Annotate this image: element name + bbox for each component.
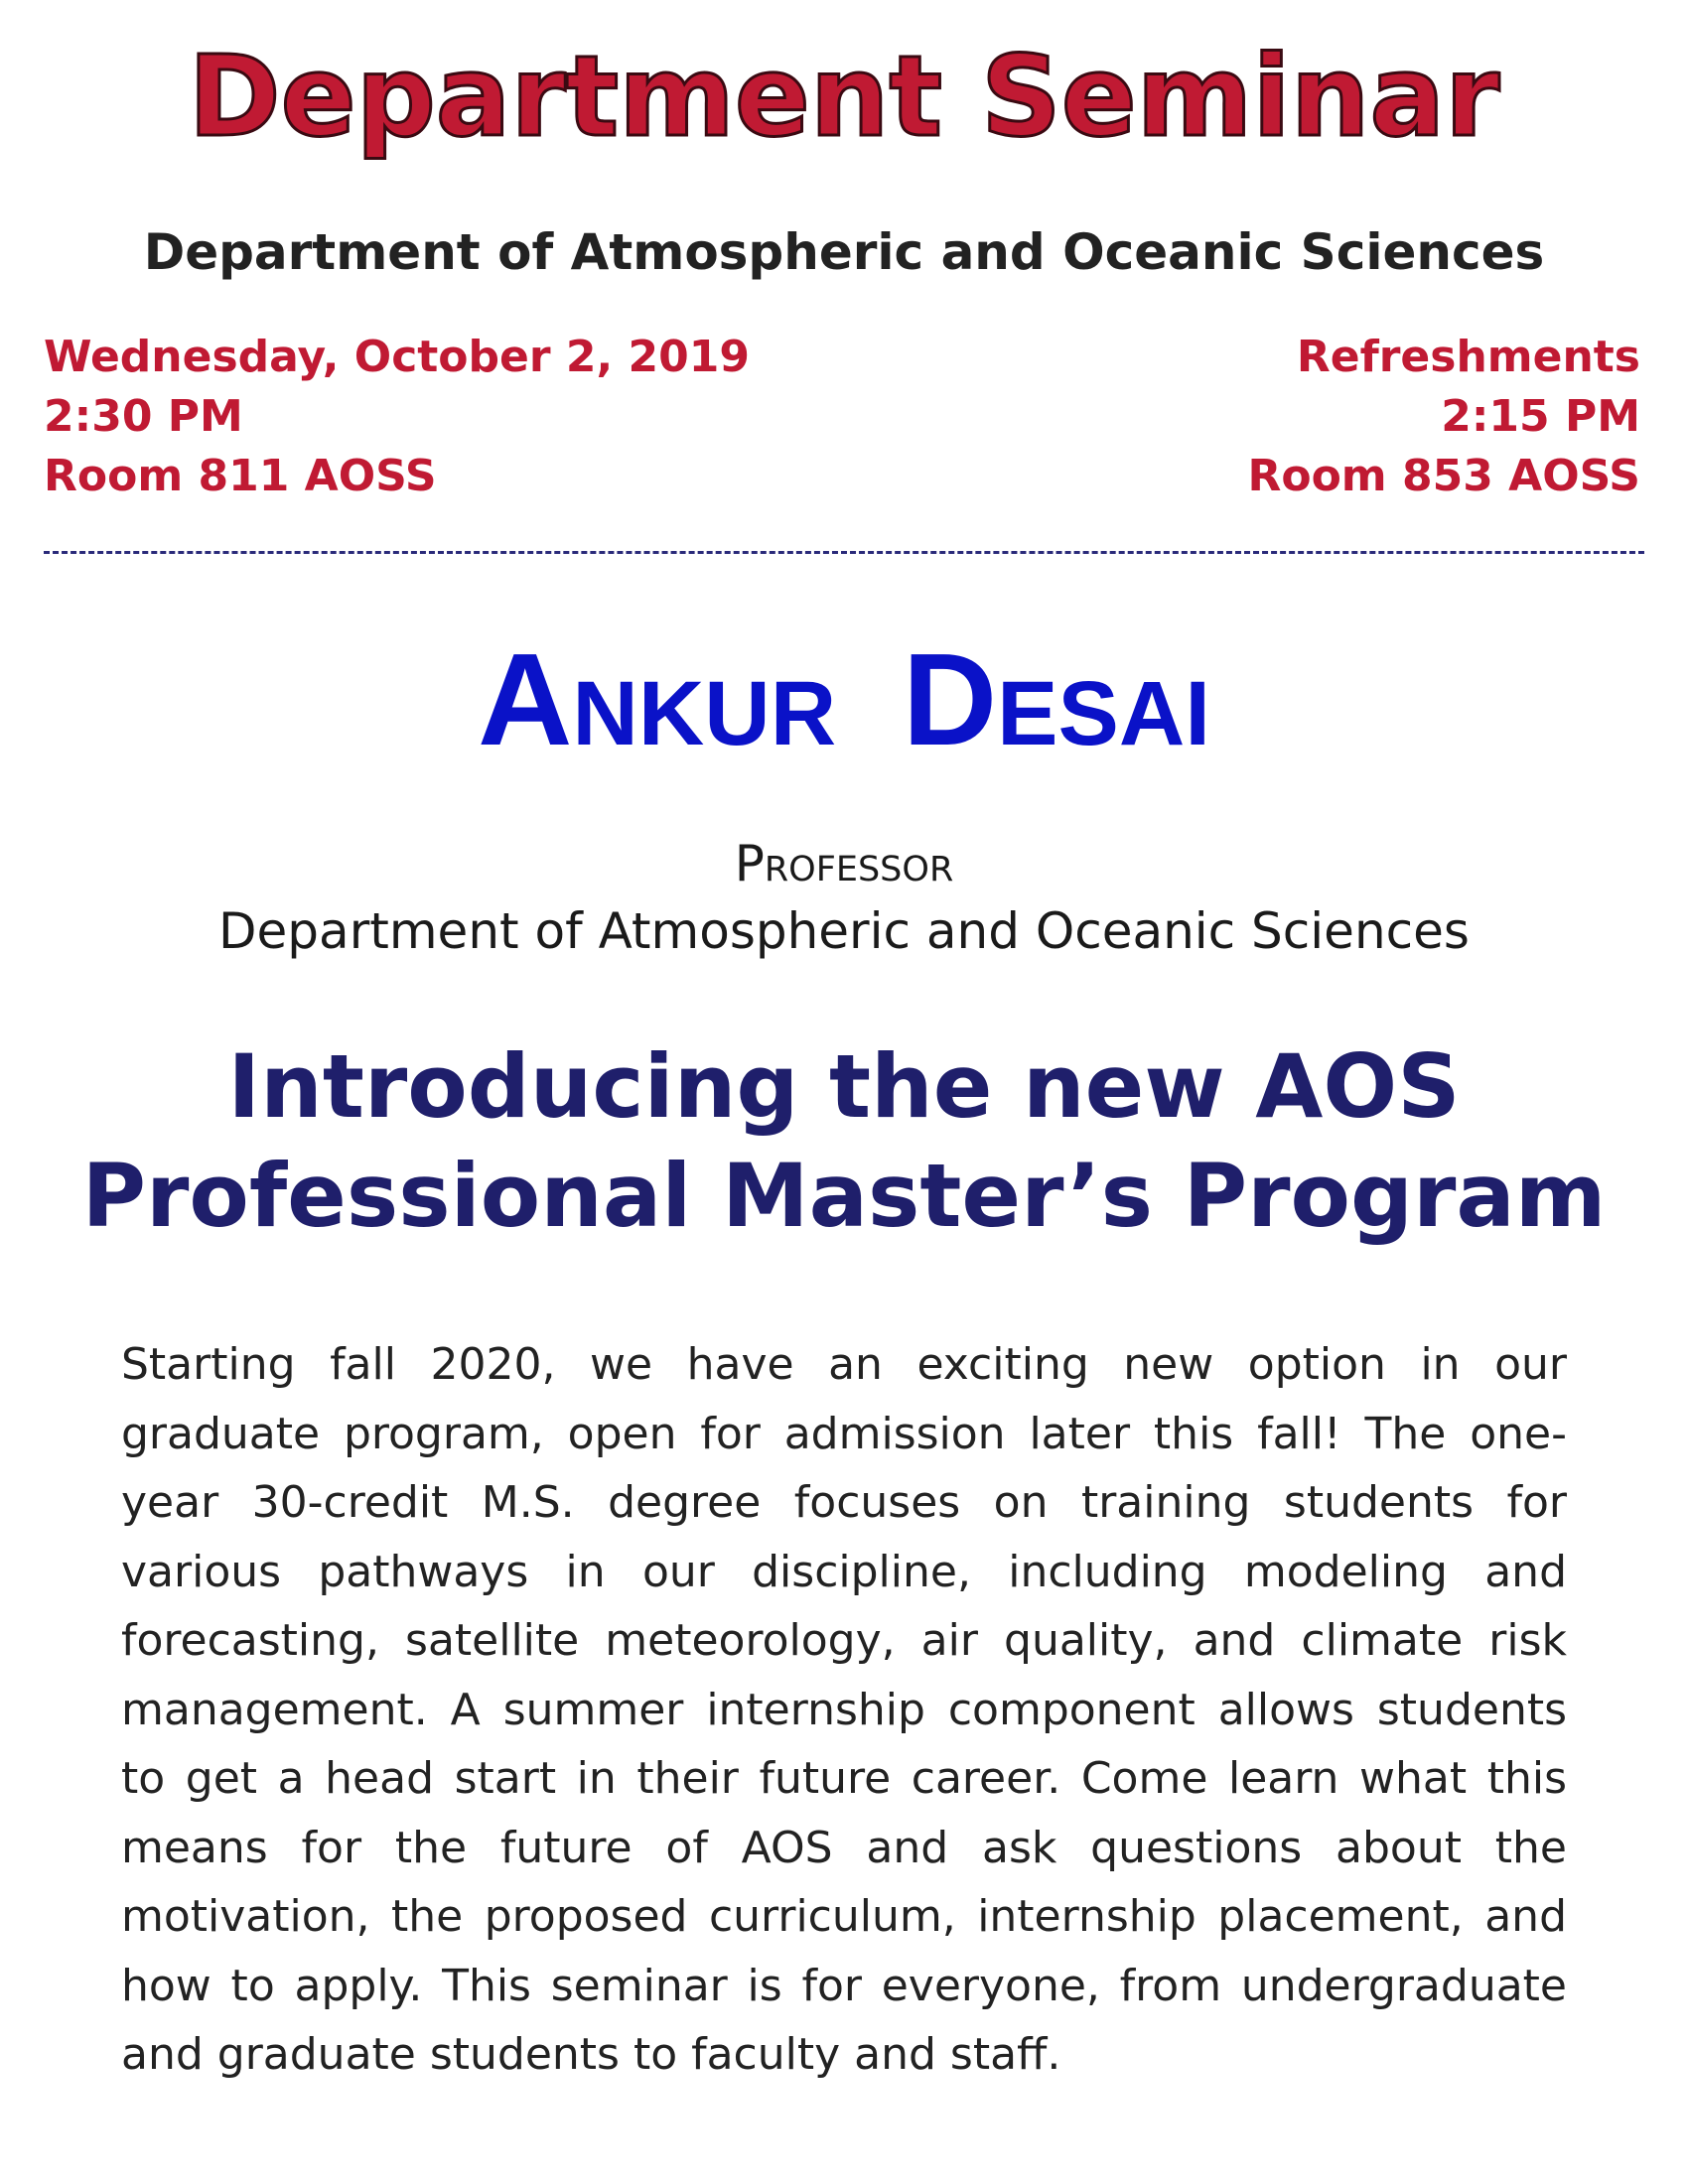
speaker-position: Professor (734, 835, 954, 892)
speaker-name: Ankur Desai (478, 626, 1210, 772)
dashed-divider (44, 551, 1644, 554)
event-room: Room 811 AOSS (44, 451, 437, 501)
flyer-title: Department Seminar (188, 33, 1500, 162)
refreshments-details (1247, 328, 1640, 506)
speaker-department: Department of Atmospheric and Oceanic Sciences (218, 902, 1470, 960)
talk-title-line-1: Introducing the new AOS (227, 1035, 1461, 1138)
refreshments-room: Room 853 AOSS (1247, 451, 1640, 501)
event-time: 2:30 PM (44, 391, 243, 442)
talk-abstract: Starting fall 2020, we have an exciting new option in our graduate program, open for admission later this fall! The one-year 30-credit M.S. degree focuses on training students for various pathways in our discipline, including modeling and forecasting, satellite meteorology, air quality, and climate risk management. A summer internship component allows students to get a head start in their future career. Come learn what this means for the future of AOS and ask questions about the motivation, the proposed curriculum, internship placement, and how to apply. This seminar is for everyone, from undergraduate and graduate students to faculty and staff. (121, 1339, 1567, 2080)
talk-title-line-2: Professional Master’s Program (81, 1145, 1607, 1247)
event-date: Wednesday, October 2, 2019 (44, 332, 751, 382)
host-department: Department of Atmospheric and Oceanic Sciences (143, 223, 1545, 281)
talk-title (0, 1032, 1688, 1251)
refreshments-label: Refreshments (1296, 332, 1640, 382)
refreshments-time: 2:15 PM (1441, 391, 1640, 442)
event-details (44, 328, 750, 506)
